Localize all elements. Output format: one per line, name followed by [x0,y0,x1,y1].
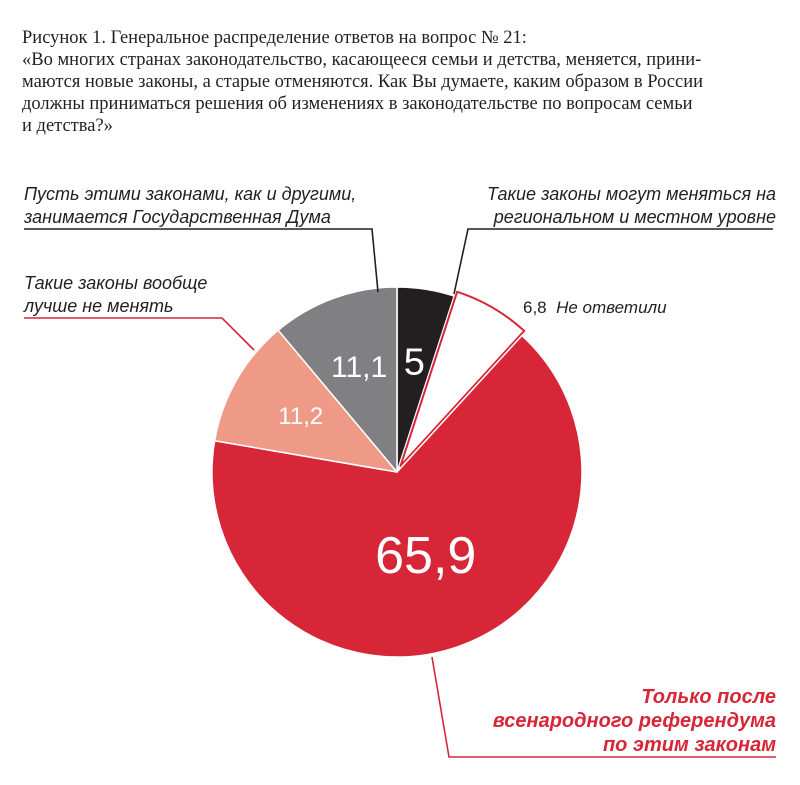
label-duma-line-1: Пусть этими законами, как и другими, [24,184,357,204]
label-regional-line-2: региональном и местном уровне [493,207,776,227]
label-regional-line-1: Такие законы могут меняться на [486,184,776,204]
question-line-2: маются новые законы, а старые отменяются. Как Вы думаете, каким образом в России [22,72,704,92]
label-referendum-line-1: Только после [641,686,776,708]
callout-line-regional [454,229,773,294]
callout-line-no-change [24,318,254,350]
label-no-answer [523,298,667,317]
question-line-3: должны приниматься решения об изменениях в законодательстве по вопросам семьи [22,94,693,114]
question-line-1: «Во многих странах законодательство, касающееся семьи и детства, меняется, прини- [22,50,702,70]
pie-value-regional: 5 [403,341,425,384]
pie-value-referendum: 65,9 [375,527,477,586]
label-duma [23,184,356,227]
pie-value-no-answer: 6,8 [523,298,557,317]
question-line-4: и детства?» [22,116,113,136]
label-duma-line-2: занимается Государственная Дума [24,207,331,227]
label-referendum-line-3: по этим законам [602,734,776,756]
label-no-change-line-1: Такие законы вообще [24,273,208,293]
label-no-answer-line-1: 6,8 Не ответили [523,298,667,317]
label-no-change-line-2: лучше не менять [24,296,174,316]
figure-title: Рисунок 1. Генеральное распределение ответов на вопрос № 21: [22,28,527,48]
pie-slices [212,287,582,657]
pie-value-duma: 11,1 [330,351,388,385]
label-referendum-line-2: всенародного референдума [492,710,776,732]
label-referendum [493,686,777,756]
label-no-change [23,273,207,316]
pie-value-no-change: 11,2 [278,403,324,431]
label-regional [487,184,776,227]
